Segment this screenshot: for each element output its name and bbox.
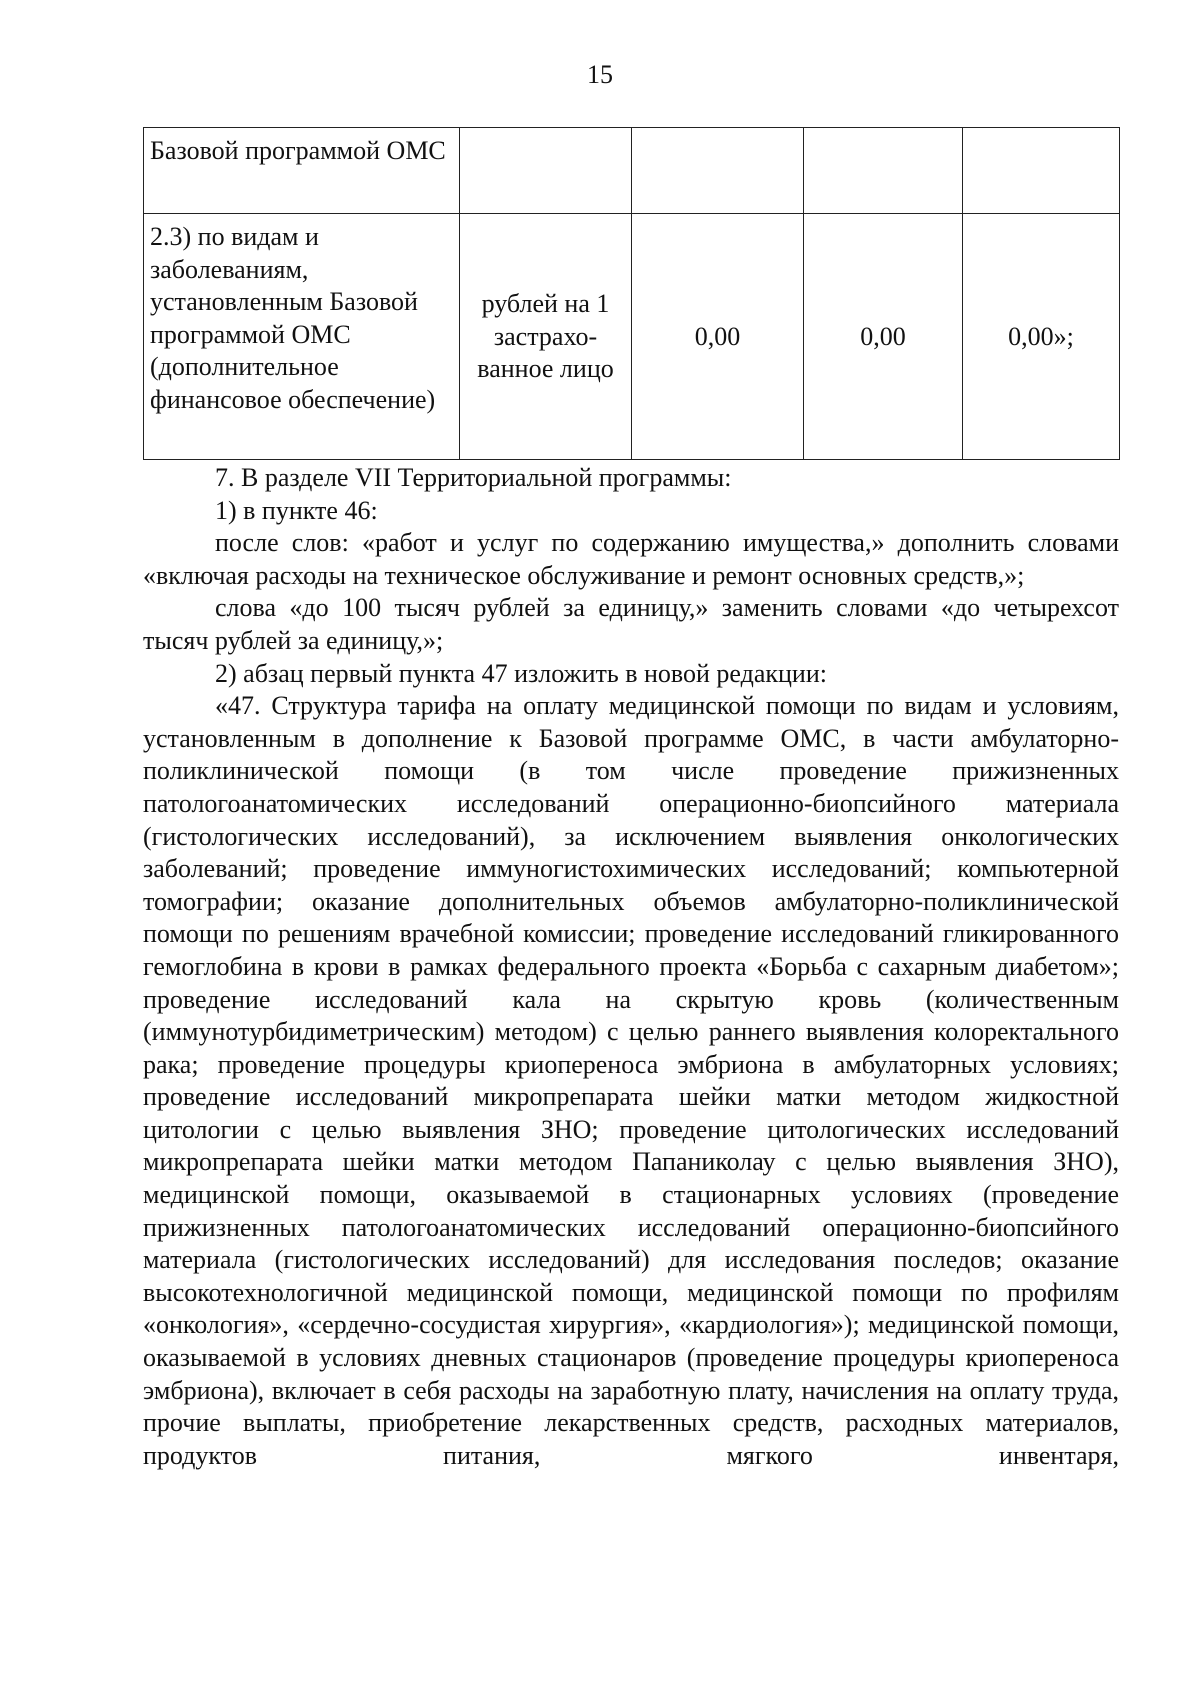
table-row: [144, 128, 1120, 214]
table-row: [144, 214, 1120, 460]
table-cell: 0,00»;: [963, 214, 1120, 460]
table-cell: [963, 128, 1120, 214]
table-cell: [460, 128, 632, 214]
table-cell: [804, 128, 963, 214]
table-cell: [632, 128, 804, 214]
table-cell: 2.3) по видам и заболеваниям, установленным Базовой программой ОМС (дополнительное финансовое обеспечение): [144, 214, 460, 460]
table-cell: рублей на 1 застрахо-ванное лицо: [460, 214, 632, 460]
paragraph: 7. В разделе VII Территориальной программы:: [215, 463, 732, 492]
paragraph: слова «до 100 тысяч рублей за единицу,» заменить словами «до четырехсот тысяч рублей за единицу,»;: [143, 593, 1119, 655]
tariff-table: [143, 127, 1120, 460]
table-cell: 0,00: [632, 214, 804, 460]
table-cell: Базовой программой ОМС: [144, 128, 460, 214]
table-cell: 0,00: [804, 214, 963, 460]
paragraph: 1) в пункте 46:: [215, 495, 378, 525]
paragraph: 2) абзац первый пункта 47 изложить в новой редакции:: [215, 658, 827, 688]
page-number: 15: [587, 60, 613, 89]
paragraph: «47. Структура тарифа на оплату медицинской помощи по видам и условиям, установленным в дополнение к Базовой программе ОМС, в части амбулаторно-поликлинической помощи (в том числе проведение прижизненных патологоанатомических исследований операционно-биопсийного материала (гистологических исследований), за исключением выявления онкологических заболеваний; проведение иммуногистохимических исследований; компьютерной томографии; оказание дополнительных объемов амбулаторно-поликлинической помощи по решениям врачебной комиссии; проведение исследований гликированного гемоглобина в крови в рамках федерального проекта «Борьба с сахарным диабетом»; проведение исследований кала на скрытую кровь (количественным (иммунотурбидиметрическим) методом) с целью раннего выявления колоректального рака; проведение процедуры криопереноса эмбриона в амбулаторных условиях; проведение исследований микропрепарата шейки матки методом жидкостной цитологии с целью выявления ЗНО; проведение цитологических исследований микропрепарата шейки матки методом Папаниколау с целью выявления ЗНО), медицинской помощи, оказываемой в стационарных условиях (проведение прижизненных патологоанатомических исследований операционно-биопсийного материала (гистологических исследований) для исследования последов; оказание высокотехнологичной медицинской помощи, медицинской помощи по профилям «онкология», «сердечно-сосудистая хирургия», «кардиология»); медицинской помощи, оказываемой в условиях дневных стационаров (проведение процедуры криопереноса эмбриона), включает в себя расходы на заработную плату, начисления на оплату труда, прочие выплаты, приобретение лекарственных средств, расходных материалов, продуктов питания, мягкого инвентаря,: [143, 691, 1119, 1470]
paragraph: после слов: «работ и услуг по содержанию имущества,» дополнить словами «включая расходы на техническое обслуживание и ремонт основных средств,»;: [143, 528, 1119, 590]
document-body: [143, 462, 1119, 1472]
